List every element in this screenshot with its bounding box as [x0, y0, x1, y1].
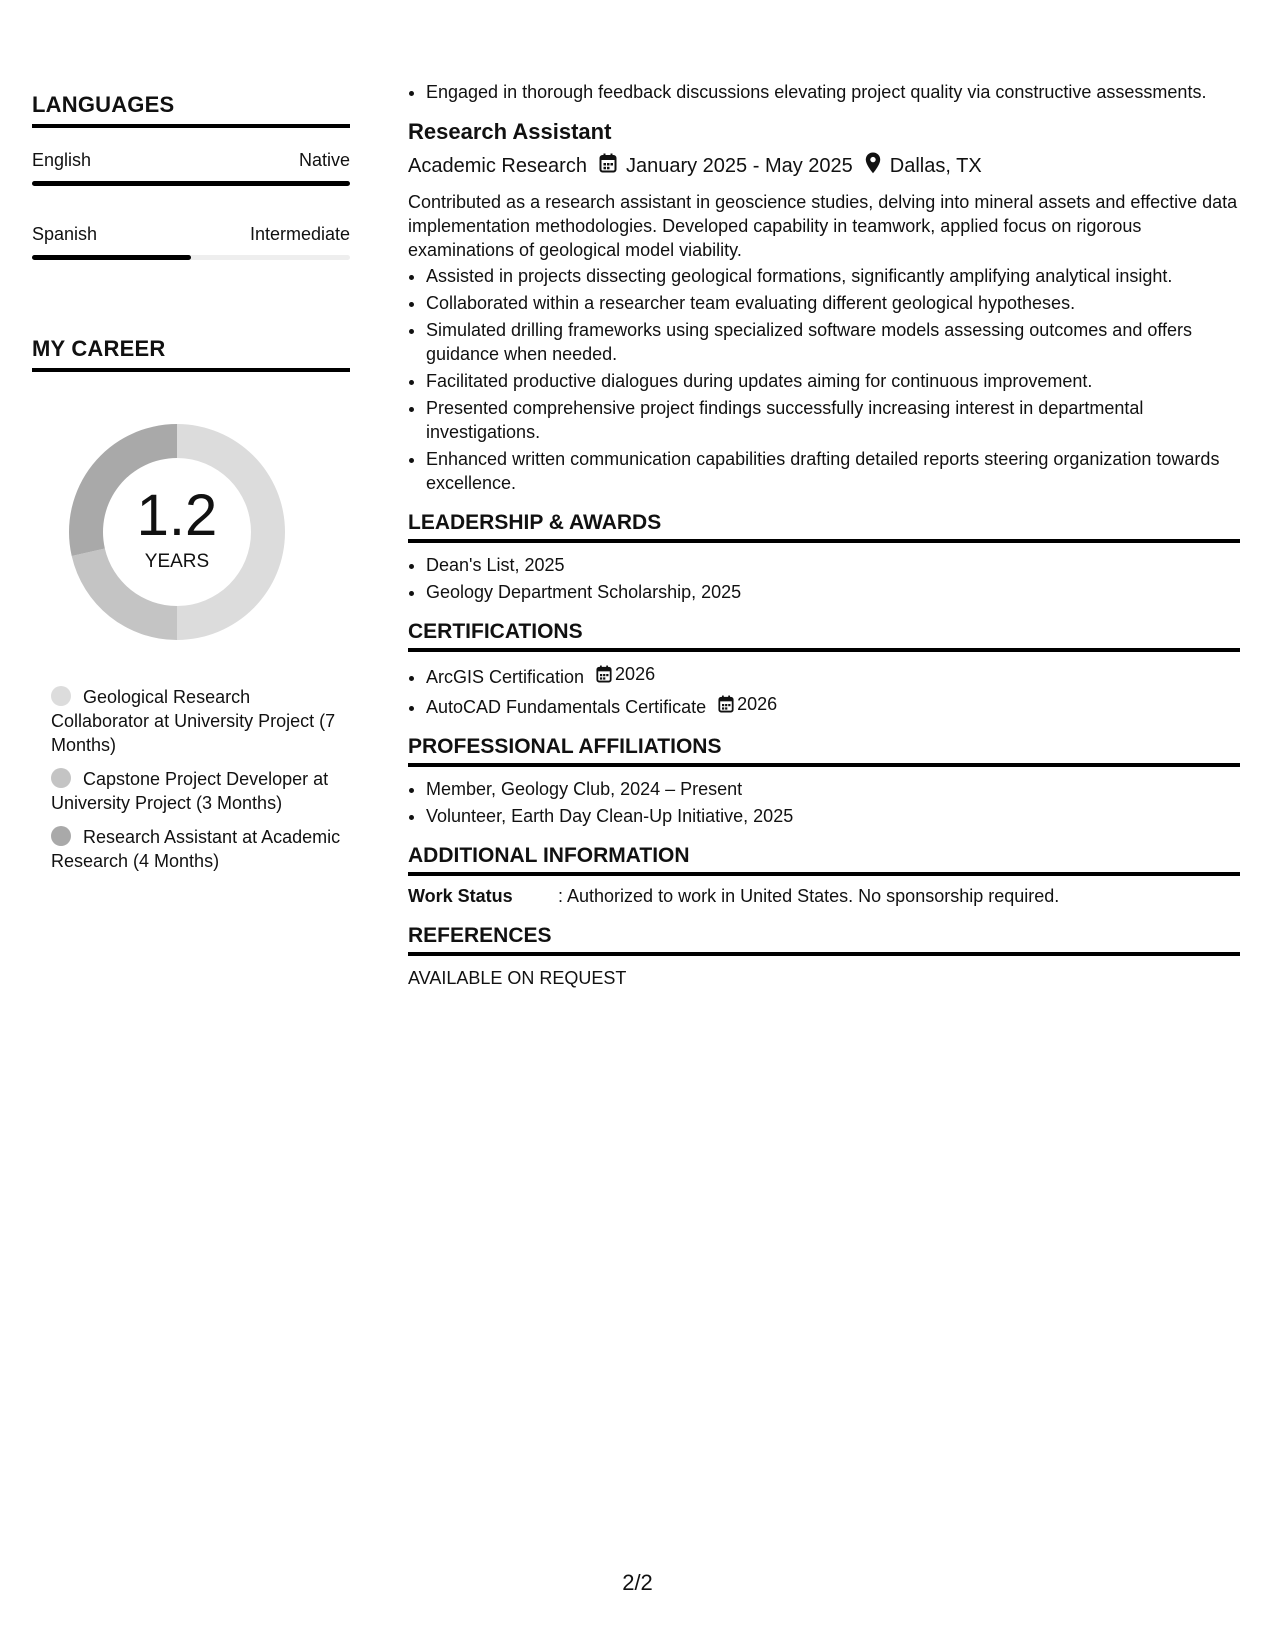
list-item: • Simulated drilling frameworks using specialized software models assessing outcomes and offers guidance when needed. — [426, 318, 1240, 366]
list-item — [426, 662, 1240, 689]
legend-dot — [51, 826, 71, 846]
job-title: Research Assistant — [408, 119, 612, 144]
work-status-label: Work Status — [408, 886, 513, 906]
location-pin-icon — [865, 152, 881, 180]
list-item: • Facilitated productive dialogues during updates aiming for continuous improvement. — [426, 369, 1240, 393]
language-proficiency-fill — [32, 181, 350, 186]
job-description: Contributed as a research assistant in geoscience studies, delving into mineral assets and effective data implementation methodologies. Developed capability in teamwork, applied focus on rigorous examinations of geological model viability. — [408, 192, 1238, 260]
language-spanish — [32, 224, 350, 260]
language-proficiency-bar — [32, 181, 350, 186]
additional-info-heading: ADDITIONAL INFORMATION — [408, 844, 1240, 876]
donut-center — [62, 417, 292, 647]
legend-label: Research Assistant at Academic Research (4 Months) — [51, 827, 341, 871]
awards-heading: LEADERSHIP & AWARDS — [408, 511, 1240, 543]
language-level: Native — [298, 150, 350, 170]
list-item — [426, 692, 1240, 719]
job-bullets — [408, 264, 1240, 495]
list-item: • Member, Geology Club, 2024 – Present — [426, 777, 1240, 801]
language-proficiency-fill — [32, 255, 191, 260]
language-proficiency-bar — [32, 255, 350, 260]
certification-date — [596, 662, 655, 686]
work-status-row — [408, 884, 1240, 908]
language-level: Intermediate — [249, 224, 350, 244]
list-item: • Engaged in thorough feedback discussions elevating project quality via constructive assessments. — [426, 80, 1240, 104]
certification-name: ArcGIS Certification — [426, 667, 585, 687]
career-legend — [51, 685, 341, 873]
affiliations-list — [408, 777, 1240, 828]
job-company: Academic Research — [408, 155, 587, 177]
languages-heading: LANGUAGES — [32, 92, 350, 128]
job-dates: January 2025 - May 2025 — [625, 155, 853, 177]
work-status-value: : Authorized to work in United States. No sponsorship required. — [558, 886, 1060, 906]
language-name: Spanish — [32, 224, 98, 244]
legend-label: Geological Research Collaborator at University Project (7 Months) — [51, 687, 336, 755]
list-item: • Presented comprehensive project findings successfully increasing interest in departmental investigations. — [426, 396, 1240, 444]
certification-name: AutoCAD Fundamentals Certificate — [426, 697, 707, 717]
left-column — [32, 92, 350, 883]
language-name: English — [32, 150, 92, 170]
awards-list — [408, 553, 1240, 604]
legend-item — [51, 685, 341, 757]
job-location: Dallas, TX — [889, 155, 982, 177]
career-heading: MY CAREER — [32, 336, 350, 372]
list-item: • Enhanced written communication capabilities drafting detailed reports steering organization towards excellence. — [426, 447, 1240, 495]
legend-dot — [51, 768, 71, 788]
list-item: • Collaborated within a researcher team evaluating different geological hypotheses. — [426, 291, 1240, 315]
references-heading: REFERENCES — [408, 924, 1240, 956]
legend-item — [51, 825, 341, 873]
references-text: AVAILABLE ON REQUEST — [408, 968, 627, 988]
list-item: • Geology Department Scholarship, 2025 — [426, 580, 1240, 604]
language-english — [32, 150, 350, 186]
page-number: 2/2 — [622, 1570, 653, 1595]
legend-item — [51, 767, 341, 815]
career-donut-chart — [62, 417, 292, 647]
affiliations-heading: PROFESSIONAL AFFILIATIONS — [408, 735, 1240, 767]
certifications-list — [408, 662, 1240, 719]
previous-job-bullets — [408, 80, 1240, 104]
certification-date — [718, 692, 777, 716]
list-item: • Assisted in projects dissecting geological formations, significantly amplifying analytical insight. — [426, 264, 1240, 288]
calendar-icon — [718, 695, 734, 713]
right-column — [408, 80, 1240, 990]
career-years-value: 1.2 — [136, 483, 218, 548]
certification-year: 2026 — [615, 664, 656, 684]
calendar-icon — [599, 153, 617, 179]
job-meta — [408, 152, 1240, 180]
list-item: • Volunteer, Earth Day Clean-Up Initiative, 2025 — [426, 804, 1240, 828]
career-years-unit: YEARS — [144, 551, 210, 572]
legend-label: Capstone Project Developer at University Project (3 Months) — [51, 769, 329, 813]
legend-dot — [51, 686, 71, 706]
calendar-icon — [596, 665, 612, 683]
certification-year: 2026 — [737, 694, 778, 714]
certifications-heading: CERTIFICATIONS — [408, 620, 1240, 652]
list-item: • Dean's List, 2025 — [426, 553, 1240, 577]
